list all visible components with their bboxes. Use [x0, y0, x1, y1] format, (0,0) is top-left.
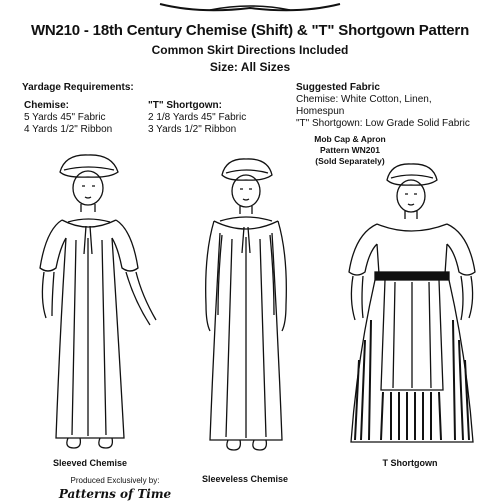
- produced-by-label: Produced Exclusively by:: [70, 476, 160, 485]
- t-shortgown-illustration: [335, 160, 485, 455]
- fabric-homespun: Homespun: [296, 106, 345, 117]
- pattern-size: Size: All Sizes: [209, 60, 291, 74]
- chemise-heading: Chemise:: [24, 100, 70, 111]
- pattern-title: WN210 - 18th Century Chemise (Shift) & "T" Shortgown Pattern: [30, 22, 470, 39]
- pattern-subtitle: Common Skirt Directions Included: [151, 43, 349, 57]
- yardage-heading: Yardage Requirements:: [22, 82, 134, 93]
- shortgown-fabric: 2 1/8 Yards 45" Fabric: [148, 112, 247, 123]
- mobcap-note-line3: (Sold Separately): [315, 156, 385, 166]
- chemise-fabric: 5 Yards 45" Fabric: [24, 112, 106, 123]
- brand-logo: Patterns of Time: [58, 487, 172, 501]
- shortgown-heading: "T" Shortgown:: [148, 100, 222, 111]
- header-flourish: [150, 0, 350, 16]
- caption-sleeveless-chemise: Sleeveless Chemise: [201, 474, 289, 484]
- fabric-shortgown: "T" Shortgown: Low Grade Solid Fabric: [296, 118, 470, 129]
- fabric-heading: Suggested Fabric: [296, 82, 380, 93]
- mobcap-note-line2: Pattern WN201: [320, 145, 380, 155]
- sleeved-chemise-illustration: [20, 150, 160, 455]
- fabric-chemise: Chemise: White Cotton, Linen,: [296, 94, 432, 105]
- sleeveless-chemise-illustration: [180, 155, 310, 455]
- chemise-ribbon: 4 Yards 1/2" Ribbon: [24, 124, 113, 135]
- mobcap-note-line1: Mob Cap & Apron: [314, 134, 386, 144]
- caption-t-shortgown: T Shortgown: [382, 458, 438, 468]
- caption-sleeved-chemise: Sleeved Chemise: [52, 458, 128, 468]
- shortgown-ribbon: 3 Yards 1/2" Ribbon: [148, 124, 237, 135]
